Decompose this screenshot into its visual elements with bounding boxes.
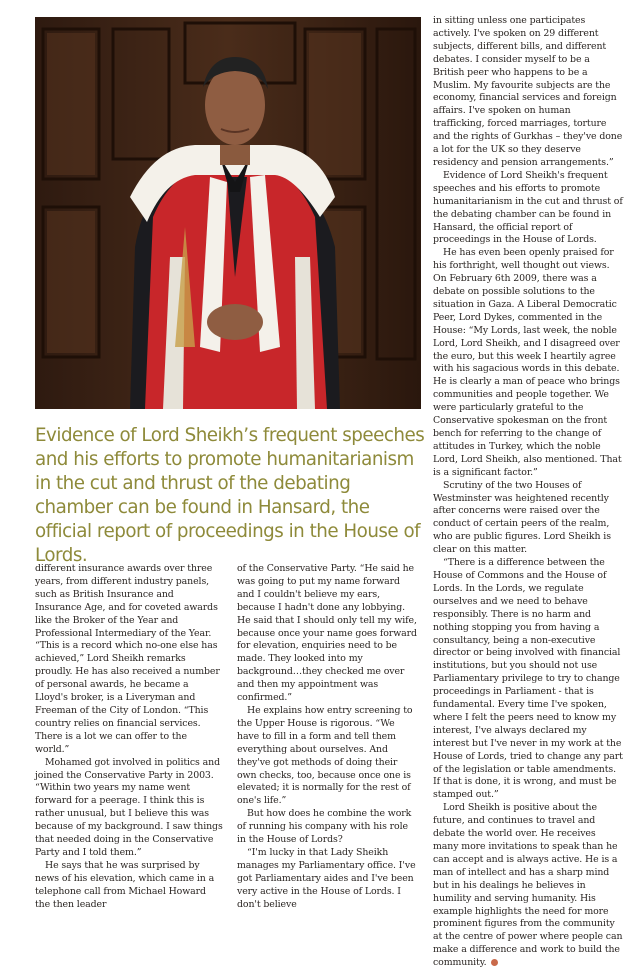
portrait-photo bbox=[35, 17, 421, 409]
paragraph: Mohamed got involved in politics and joined the Conservative Party in 2003. “Within two years my name went forward for a peerage. I think this is rather unusual, but I believe this was because of my background. I saw things that needed doing in the Conservative Party and I told them.” bbox=[35, 756, 223, 858]
paragraph: Scrutiny of the two Houses of Westminster was heightened recently after concerns were raised over the conduct of certain peers of the realm, who are public figures. Lord Sheikh is clear on this matter. bbox=[433, 479, 611, 556]
portrait-illustration bbox=[35, 17, 421, 409]
last-paragraph bbox=[433, 802, 623, 970]
paragraph: of the Conservative Party. “He said he was going to put my name forward and I couldn't believe my ears, because I hadn't done any lobbying. He said that I should only tell my wife, because once your name goes forward for elevation, enquiries need to be made. They looked into my background…they checked me over and then my appointment was confirmed.” bbox=[237, 563, 417, 704]
paragraph: He says that he was surprised by news of his elevation, which came in a telephone call from Michael Howard the then leader bbox=[35, 859, 215, 910]
article-column-right bbox=[433, 15, 623, 970]
end-of-article-icon bbox=[491, 959, 498, 966]
paragraph: He has even been openly praised for his forthright, well thought out views. On February 6th 2009, there was a debate on possible solutions to the situation in Gaza. A Liberal Democratic Peer, Lord Dykes, commented in the House: “My Lords, last week, the noble Lord, Lord Sheikh, and I disagreed over the euro, but this week I heartily agree with his sagacious words in this debate. He is clearly a man of peace who brings communities and people together. We were particularly grateful to the Conservative spokesman on the front bench for referring to the change of attitudes in Turkey, which the noble Lord, Lord Sheikh, also mentioned. That is a significant factor.” bbox=[433, 247, 622, 478]
paragraph: “There is a difference between the House of Commons and the House of Lords. In the Lords, we regulate ourselves and we need to behave responsibly. There is no harm and nothing stopping you from having a consultancy, being a non-executive director or being involved with financial institutions, but you should not use Parliamentary privilege to try to change proceedings in Parliament - that is fundamental. Every time I've spoken, where I felt the peers need to know my interest, I've always declared my interest but I've never in my work at the House of Lords, tried to change any part of the legislation or table amendments. If that is done, it is wrong, and must be stamped out.” bbox=[433, 557, 623, 801]
paragraph-text: Lord Sheikh is positive about the future, and continues to travel and debate the world over. He receives many more invitations to speak than he can accept and is always active. He is a man of intellect and has a sharp mind but in his dealings he believes in humility and serving humanity. His example highlights the need for more prominent figures from the community at the centre of power where people can make a difference and work to build the community. bbox=[433, 802, 623, 969]
paragraph: in sitting unless one participates actively. I've spoken on 29 different subjects, different bills, and different debates. I consider myself to be a British peer who happens to be a Muslim. My favourite subjects are the economy, financial services and foreign affairs. I've spoken on human trafficking, forced marriages, torture and the rights of Gurkhas – they've done a lot for the UK so they deserve residency and pension arrangements.” bbox=[433, 15, 623, 168]
paragraph: But how does he combine the work of running his company with his role in the House of Lords? bbox=[237, 808, 412, 846]
paragraph: He explains how entry screening to the Upper House is rigorous. “We have to fill in a form and tell them everything about ourselves. And they've got methods of doing their own checks, too, because once one is elevated; it is normally for the rest of one's life.” bbox=[237, 704, 413, 807]
article-column-left bbox=[35, 563, 223, 911]
paragraph: different insurance awards over three years, from different industry panels, such as British Insurance and Insurance Age, and for coveted awards like the Broker of the Year and Professional Intermediary of the Year. “This is a record which no-one else has achieved,” Lord Sheikh remarks proudly. He has also received a number of personal awards, he became a Lloyd's broker, is a Liveryman and Freeman of the City of London. “This country relies on financial services. There is a lot we can offer to the world.” bbox=[35, 563, 220, 755]
paragraph: “I'm lucky in that Lady Sheikh manages my Parliamentary office. I've got Parliamentary aides and I've been very active in the House of Lords. I don't believe bbox=[237, 846, 416, 910]
article-column-middle bbox=[237, 563, 417, 911]
paragraph: Evidence of Lord Sheikh's frequent speeches and his efforts to promote humanitarianism in the cut and thrust of the debating chamber can be found in Hansard, the official report of proceedings in the House of Lords. bbox=[433, 169, 623, 246]
pull-quote: Evidence of Lord Sheikh’s frequent speeches and his efforts to promote humanitarianism in the cut and thrust of the debating chamber can be found in Hansard, the official report of proceedings in the House of Lords. bbox=[35, 425, 425, 566]
